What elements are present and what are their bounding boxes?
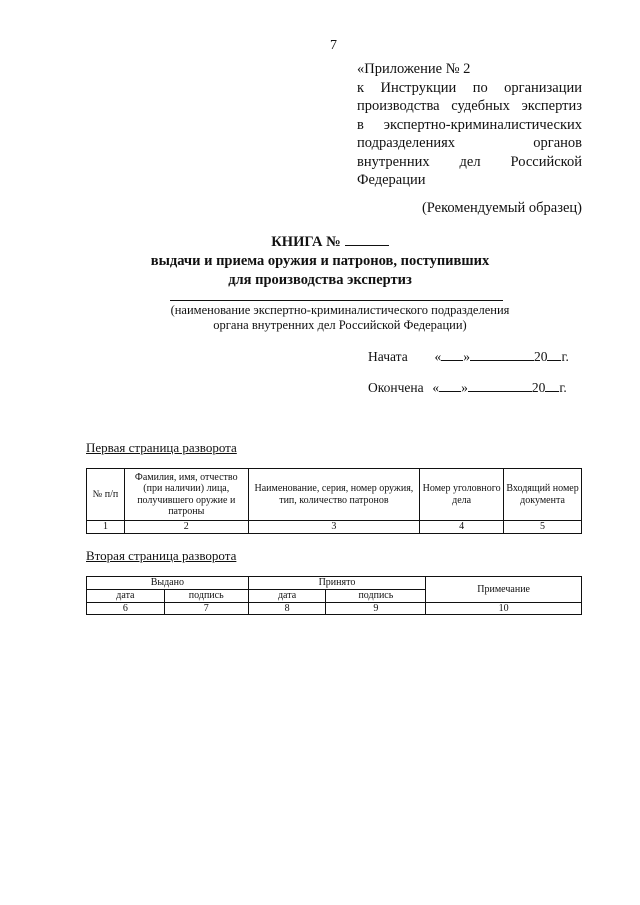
caption-line: органа внутренних дел Российской Федерации) [213, 318, 467, 332]
month-blank [468, 379, 532, 392]
appendix-line: подразделениях органов [357, 135, 582, 151]
table-row [87, 602, 582, 615]
column-number: 10 [426, 602, 582, 615]
column-subheader: дата [87, 590, 165, 603]
column-number: 1 [87, 521, 125, 534]
appendix-line: в экспертно-криминалистических [357, 116, 582, 133]
column-header: Входящий номер документа [504, 469, 582, 521]
year-suffix: г. [561, 349, 569, 364]
column-header: Наименование, серия, номер оружия, тип, количество патронов [248, 469, 420, 521]
table-row [87, 521, 582, 534]
recommended-sample-note: (Рекомендуемый образец) [421, 200, 582, 216]
column-number: 2 [124, 521, 248, 534]
table-header-row [87, 577, 582, 590]
year-blank [545, 379, 559, 392]
title-line: выдачи и приема оружия и патронов, поступивших [150, 253, 490, 269]
page-number: 7 [330, 38, 337, 53]
year-prefix: 20 [531, 380, 546, 395]
column-number: 4 [420, 521, 504, 534]
column-header: № п/п [87, 469, 125, 521]
column-number: 3 [248, 521, 420, 534]
organization-name-blank [170, 300, 503, 301]
day-blank [441, 348, 463, 361]
quote-close: » [463, 349, 470, 364]
quote-open: « [432, 380, 440, 395]
appendix-reference [357, 60, 582, 190]
quote-close: » [461, 380, 468, 395]
caption-line: (наименование экспертно-криминалистического подразделения [170, 303, 510, 317]
column-subheader: подпись [326, 590, 426, 603]
second-spread-table [86, 576, 582, 615]
title-line: для производства экспертиз [228, 272, 412, 288]
day-blank [439, 379, 461, 392]
start-date-line [368, 348, 569, 365]
year-prefix: 20 [533, 349, 548, 364]
note-header: Примечание [426, 577, 582, 603]
appendix-line: внутренних дел Российской [357, 153, 582, 170]
book-title: КНИГА № [271, 234, 341, 250]
second-spread-title: Вторая страница разворота [86, 548, 237, 563]
month-blank [470, 348, 534, 361]
appendix-line: Федерации [357, 172, 426, 188]
column-header: Номер уголовного дела [420, 469, 504, 521]
start-date-label: Начата [368, 349, 408, 364]
column-number: 8 [248, 602, 326, 615]
table-header-row [87, 469, 582, 521]
book-number-line [20, 232, 640, 252]
book-number-blank [345, 232, 389, 246]
appendix-line: «Приложение № 2 [357, 61, 471, 77]
column-subheader: дата [248, 590, 326, 603]
year-suffix: г. [559, 380, 567, 395]
first-spread-title: Первая страница разворота [86, 440, 237, 455]
column-number: 7 [164, 602, 248, 615]
appendix-line: к Инструкции по организации [357, 79, 582, 96]
column-number: 5 [504, 521, 582, 534]
document-title [0, 232, 640, 290]
end-date-line [368, 379, 567, 396]
organization-caption [150, 303, 530, 333]
quote-open: « [434, 349, 442, 364]
column-number: 9 [326, 602, 426, 615]
appendix-line: производства судебных экспертиз [357, 98, 582, 114]
issued-group-header: Выдано [87, 577, 249, 590]
first-spread-table [86, 468, 582, 534]
column-number: 6 [87, 602, 165, 615]
received-group-header: Принято [248, 577, 426, 590]
column-subheader: подпись [164, 590, 248, 603]
year-blank [547, 348, 561, 361]
end-date-label: Окончена [368, 380, 424, 395]
column-header: Фамилия, имя, отчество (при наличии) лица, получившего оружие и патроны [124, 469, 248, 521]
